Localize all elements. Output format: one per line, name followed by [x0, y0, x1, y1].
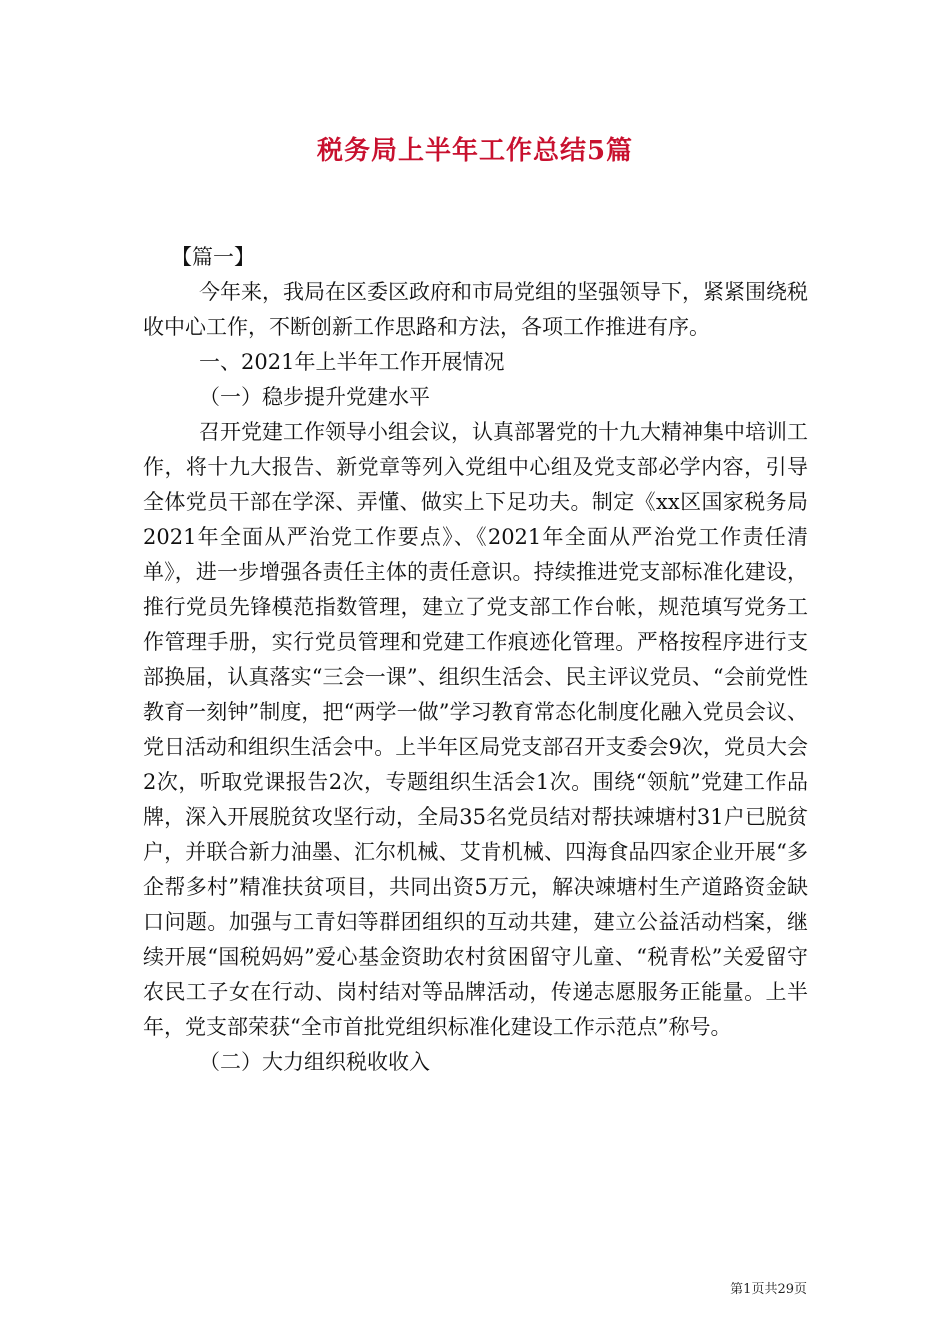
page-number-footer: 第1页共29页 — [730, 1282, 807, 1297]
section-label: 【篇一】 — [171, 245, 255, 269]
heading-level1: 一、2021年上半年工作开展情况 — [199, 350, 505, 374]
intro-paragraph: 今年来，我局在区委区政府和市局党组的坚强领导下，紧紧围绕税收中心工作，不断创新工作思路和方法，各项工作推进有序。 — [143, 280, 808, 339]
heading-level2-party-building: （一）稳步提升党建水平 — [199, 385, 430, 409]
heading-level2-tax-revenue: （二）大力组织税收收入 — [199, 1050, 430, 1074]
body-paragraph-party-building: 召开党建工作领导小组会议，认真部署党的十九大精神集中培训工作，将十九大报告、新党章等列入党组中心组及党支部必学内容，引导全体党员干部在学深、弄懂、做实上下足功夫。制定《xx区国家税务局2021年全面从严治党工作要点》、《2021年全面从严治党工作责任清单》，进一步增强各责任主体的责任意识。持续推进党支部标准化建设，推行党员先锋模范指数管理，建立了党支部工作台帐，规范填写党务工作管理手册，实行党员管理和党建工作痕迹化管理。严格按程序进行支部换届，认真落实“三会一课”、组织生活会、民主评议党员、“会前党性教育一刻钟”制度，把“两学一做”学习教育常态化制度化融入党员会议、党日活动和组织生活会中。上半年区局党支部召开支委会9次，党员大会2次，听取党课报告2次，专题组织生活会1次。围绕“领航”党建工作品牌，深入开展脱贫攻坚行动，全局35名党员结对帮扶竦塘村31户已脱贫户，并联合新力油墨、汇尔机械、艾肯机械、四海食品四家企业开展“多企帮多村”精准扶贫项目，共同出资5万元，解决竦塘村生产道路资金缺口问题。加强与工青妇等群团组织的互动共建，建立公益活动档案，继续开展“国税妈妈”爱心基金资助农村贫困留守儿童、“税青松”关爱留守农民工子女在行动、岗村结对等品牌活动，传递志愿服务正能量。上半年，党支部荣获“全市首批党组织标准化建设工作示范点”称号。 — [143, 420, 808, 1039]
document-body — [143, 240, 808, 1080]
document-title: 税务局上半年工作总结5篇 — [316, 136, 634, 166]
